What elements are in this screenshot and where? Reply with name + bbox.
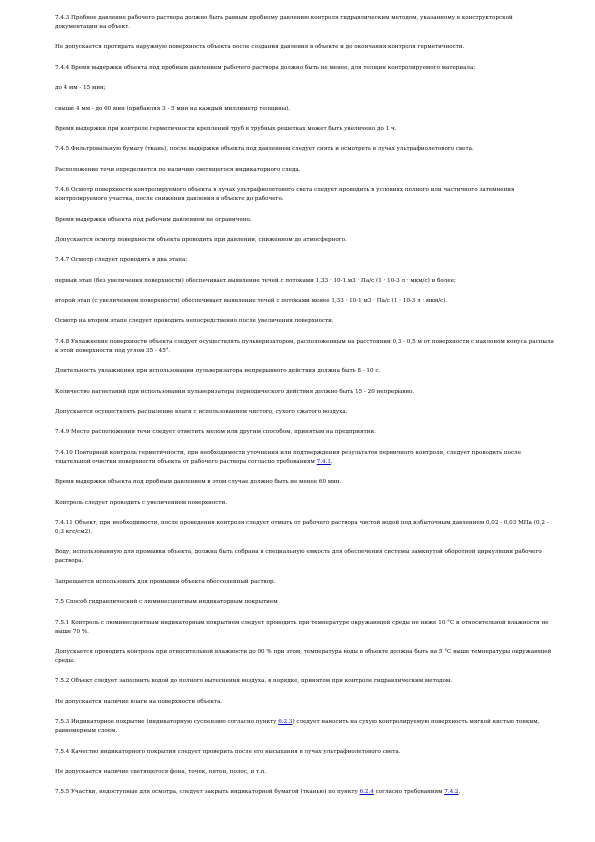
paragraph-text: ) следует наносить на сухую контролируемую поверхность мягкой кистью тонким, равномерным слоем. bbox=[55, 719, 540, 735]
paragraph-text: 7.4.5 Фильтровальную бумагу (ткань), после выдержки объекта под давлением следует снять и осмотреть в лучах ультрафиолетового света. bbox=[55, 146, 474, 153]
paragraph bbox=[55, 125, 555, 134]
paragraph bbox=[55, 43, 555, 52]
paragraph bbox=[55, 408, 555, 417]
paragraph-text: 7.5.5 Участки, недоступные для осмотра, следует закрыть индикаторной бумагой (тканью) по пункту bbox=[55, 789, 360, 796]
paragraph-text: 7.4.3 Пробное давление рабочего раствора должно быть равным пробному давлению контроля гидравлическим методом, указанному в конструкторской документации на объект. bbox=[55, 15, 513, 30]
paragraph-text: 7.4.11 Объект, при необходимости, после проведения контроля следует отмыть от рабочего раствора чистой водой под избыточным давлением 0,02 - 0,03 МПа (0,2 - 0,3 кгс/см2). bbox=[55, 519, 549, 535]
paragraph bbox=[55, 788, 555, 797]
paragraph bbox=[55, 297, 555, 306]
paragraph-text: 7.4.6 Осмотр поверхности контролируемого объекта в лучах ультрафиолетового света следует проводить в условиях полного или частичного затемнения контролируемого участка, после снижения давления в объекте до рабочего. bbox=[55, 187, 515, 203]
paragraph-text: 7.5.3 Индикаторное покрытие (индикаторную суспензию согласно пункту bbox=[55, 719, 279, 726]
paragraph bbox=[55, 478, 555, 487]
paragraph-text: . bbox=[458, 789, 461, 796]
paragraph-text: согласно требованиям bbox=[373, 789, 445, 796]
paragraph-text: 7.5.2 Объект следует заполнить водой до полного вытеснения воздуха, в порядке, принятом при контроле гидравлическим методом. bbox=[55, 678, 452, 685]
paragraph bbox=[55, 698, 555, 707]
paragraph bbox=[55, 548, 555, 566]
paragraph-text: 7.5 Способ гидравлический с люминесцентным индикаторным покрытием bbox=[55, 599, 278, 606]
paragraph-text: Контроль следует проводить с увеличением поверхности. bbox=[55, 499, 228, 506]
paragraph-text: 7.5.4 Качество индикаторного покрытия следует проверить после его высыхания в лучах ультрафиолетового света. bbox=[55, 748, 401, 755]
paragraph-text: 7.4.7 Осмотр следует проводить в два этапа: bbox=[55, 257, 188, 264]
paragraph bbox=[55, 748, 555, 757]
section-reference-link[interactable]: 6.2.4 bbox=[359, 789, 374, 796]
paragraph bbox=[55, 519, 555, 537]
paragraph-text: Не допускается протирать наружную поверхность объекта после создания давления в объекте и до окончания контроля герметичности. bbox=[55, 44, 465, 51]
paragraph-text: Время выдержки объекта под рабочим давлением не ограничено. bbox=[55, 216, 252, 223]
paragraph bbox=[55, 648, 555, 666]
paragraph-text: Допускается осуществлять распыление влаги с использованием чистого, сухого сжатого воздуха. bbox=[55, 409, 348, 416]
paragraph-text: первый этап (без увеличения поверхности) обеспечивает выявление течей с потоками 1,33 · 10-1 м3 · Па/с (1 · 10-3 л · мкм/с) и более; bbox=[55, 277, 456, 284]
paragraph-text: Допускается осмотр поверхности объекта проводить при давлении, сниженном до атмосферного. bbox=[55, 236, 347, 243]
paragraph-text: Не допускается наличие светящегося фона, точек, пятен, полос, и т.п. bbox=[55, 768, 267, 775]
paragraph bbox=[55, 449, 555, 467]
paragraph bbox=[55, 216, 555, 225]
paragraph bbox=[55, 186, 555, 204]
paragraph bbox=[55, 256, 555, 265]
paragraph bbox=[55, 367, 555, 376]
paragraph-text: Осмотр на втором этапе следует проводить непосредственно после увеличения поверхности. bbox=[55, 318, 334, 325]
paragraph bbox=[55, 598, 555, 607]
paragraph-text: до 4 мм - 15 мин; bbox=[55, 85, 106, 92]
paragraph bbox=[55, 166, 555, 175]
paragraph bbox=[55, 317, 555, 326]
document-body bbox=[55, 14, 555, 809]
paragraph bbox=[55, 145, 555, 154]
paragraph-text: Расположение течи определяется по наличию светящегося индикаторного следа. bbox=[55, 166, 301, 173]
paragraph-text: второй этап (с увеличением поверхности) обеспечивает выявление течей с потоками менее 1,33 · 10-1 м3 · Па/с (1 · 10-3 л · мкм/с). bbox=[55, 298, 448, 305]
paragraph bbox=[55, 499, 555, 508]
paragraph bbox=[55, 718, 555, 736]
paragraph-text: Допускается проводить контроль при относительной влажности до 90 % при этом, температура воды в объекте должна быть на 5 °С выше температуры окружающей среды. bbox=[55, 648, 552, 664]
paragraph bbox=[55, 84, 555, 93]
paragraph bbox=[55, 236, 555, 245]
paragraph bbox=[55, 677, 555, 686]
paragraph-text: 7.4.4 Время выдержки объекта под пробным давлением рабочего раствора должно быть не менее, для толщин контролируемого материала: bbox=[55, 64, 476, 71]
paragraph-text: 7.4.9 Место расположения течи следует отметить мелом или другим способом, принятым на предприятии. bbox=[55, 429, 376, 436]
paragraph bbox=[55, 338, 555, 356]
paragraph bbox=[55, 619, 555, 637]
section-reference-link[interactable]: 6.2.3 bbox=[278, 719, 293, 726]
paragraph bbox=[55, 578, 555, 587]
paragraph-text: Время выдержки объекта под пробным давлением в этом случае должно быть не менее 60 мин. bbox=[55, 479, 342, 486]
paragraph-text: 7.5.1 Контроль с люминесцентным индикаторным покрытием следует проводить при температуре окружающей среды не ниже 10 °С и относительной влажности не выше 70 %. bbox=[55, 619, 549, 635]
paragraph bbox=[55, 105, 555, 114]
paragraph bbox=[55, 64, 555, 73]
paragraph bbox=[55, 14, 555, 32]
paragraph-text: Запрещается использовать для промывки объекта обессоленный раствор. bbox=[55, 578, 276, 585]
paragraph bbox=[55, 277, 555, 286]
paragraph-text: . bbox=[330, 458, 333, 465]
paragraph bbox=[55, 768, 555, 777]
paragraph-text: Воду, использованную для промывки объекта, должна быть собрана в специальную емкость для обеспечения системы замкнутой оборотной циркуляции рабочего раствора. bbox=[55, 549, 542, 565]
section-reference-link[interactable]: 7.4.2 bbox=[444, 789, 459, 796]
paragraph-text: Время выдержки при контроле герметичности креплений труб в трубных решетках может быть увеличено до 1 ч. bbox=[55, 125, 397, 132]
paragraph-text: Количество нагнетаний при использовании пульверизатора периодического действия должно быть 15 - 20 непрерывно. bbox=[55, 388, 415, 395]
paragraph bbox=[55, 388, 555, 397]
paragraph-text: Длительность увлажнения при использовании пульверизатора непрерывного действия должна быть 8 - 10 с. bbox=[55, 368, 381, 375]
section-reference-link[interactable]: 7.4.1 bbox=[316, 458, 331, 465]
paragraph bbox=[55, 428, 555, 437]
paragraph-text: 7.4.8 Увлажнение поверхности объекта следует осуществлять пульверизатором, расположенным на расстоянии 0,3 - 0,5 м от поверхности с наклоном конуса распыла к этой поверхности под углом 35 - 45°. bbox=[55, 338, 554, 354]
paragraph-text: 7.4.10 Повторный контроль герметичности, при необходимости уточнения или подтверждения результатов первичного контроля, следует проводить после тщательной очистки поверхности объекта от рабочего раствора согласно требованиям bbox=[55, 449, 522, 465]
paragraph-text: свыше 4 мм - до 60 мин (прибавляя 3 - 5 мин на каждый миллиметр толщины). bbox=[55, 105, 291, 112]
paragraph-text: Не допускается наличие влаги на поверхности объекта. bbox=[55, 698, 223, 705]
